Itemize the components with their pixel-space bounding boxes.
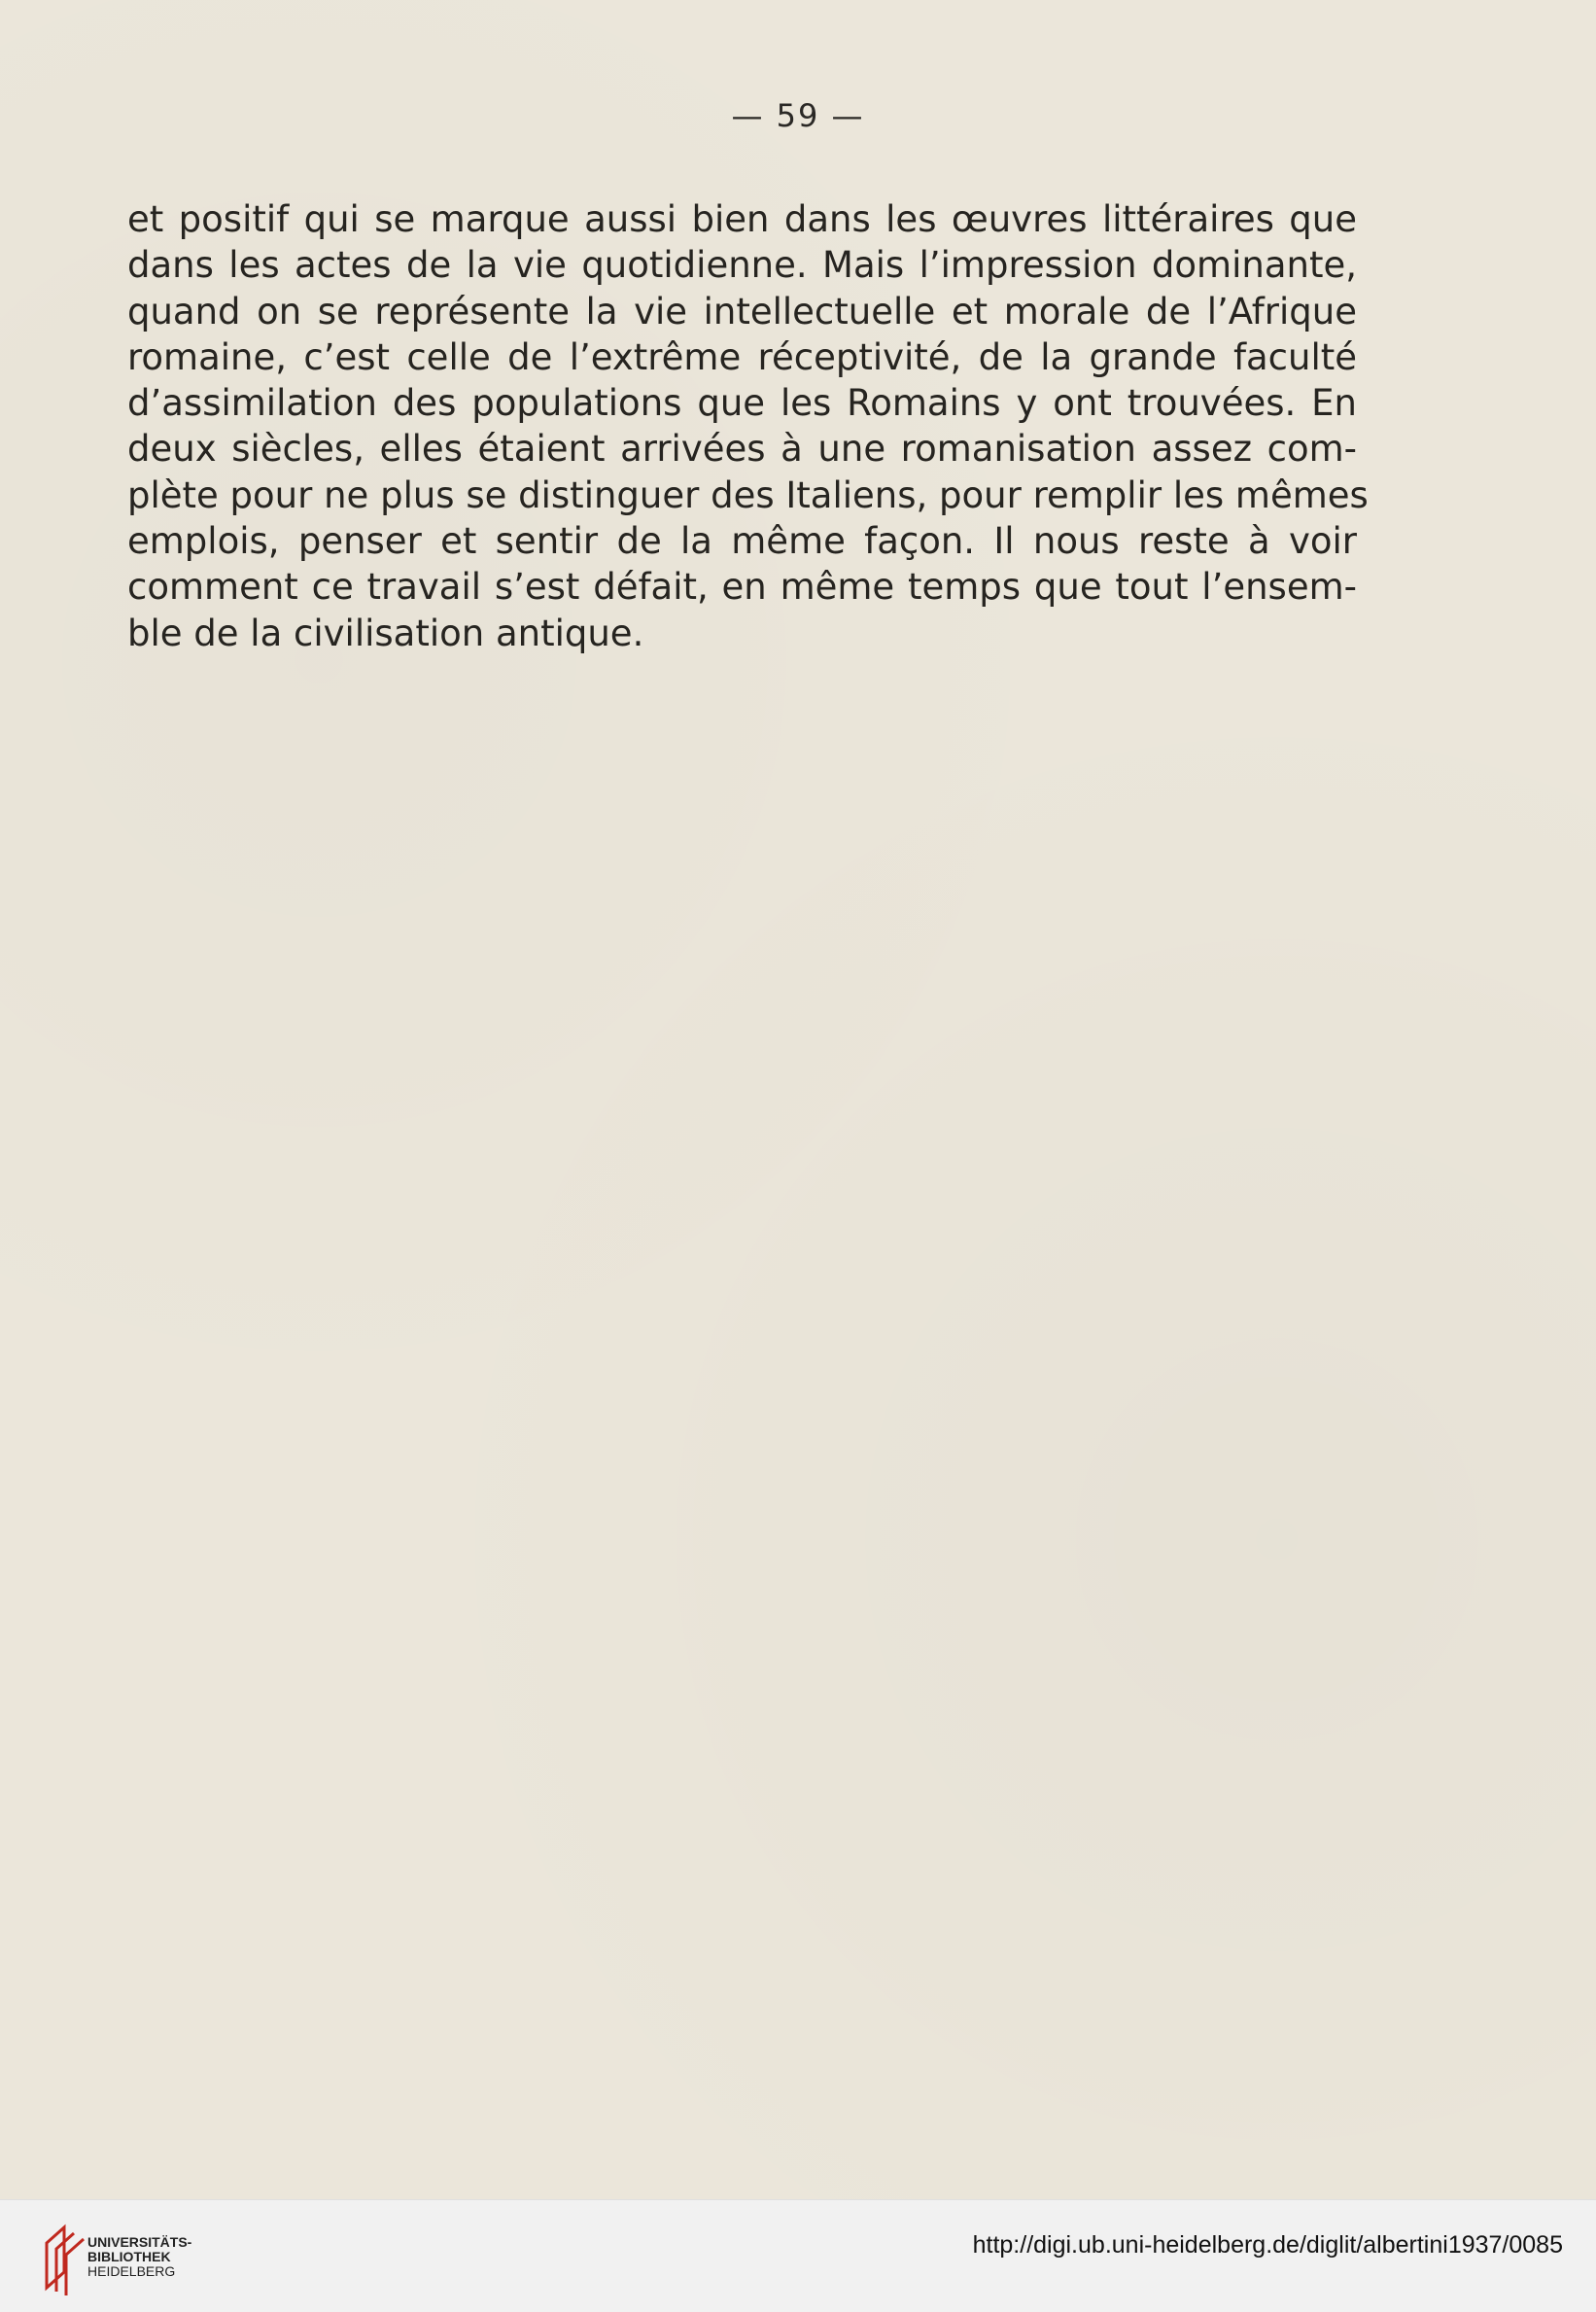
text-line: ble de la civilisation antique. bbox=[127, 612, 644, 654]
text-line: plète pour ne plus se distinguer des Italiens, pour remplir les mêmes bbox=[127, 473, 1369, 516]
permalink-url[interactable]: http://digi.ub.uni-heidelberg.de/diglit/albertini1937/0085 bbox=[972, 2231, 1563, 2259]
text-line: dans les actes de la vie quotidienne. Mais l’impression dominante, bbox=[127, 244, 1357, 287]
library-name-line3: HEIDELBERG bbox=[87, 2263, 176, 2279]
library-name bbox=[87, 2235, 191, 2279]
text-line: d’assimilation des populations que les Romains y ont trouvées. En bbox=[127, 382, 1357, 425]
text-line: comment ce travail s’est défait, en même temps que tout l’ensem- bbox=[127, 566, 1357, 609]
text-line: emplois, penser et sentir de la même façon. Il nous reste à voir bbox=[127, 520, 1357, 563]
body-paragraph bbox=[127, 196, 1369, 656]
library-name-line2: BIBLIOTHEK bbox=[87, 2249, 171, 2264]
footer-bar bbox=[0, 2199, 1596, 2312]
text-line: et positif qui se marque aussi bien dans les œuvres littéraires que bbox=[127, 198, 1357, 240]
page-number: — 59 — bbox=[731, 97, 865, 134]
library-name-line1: UNIVERSITÄTS- bbox=[87, 2234, 192, 2250]
text-line: romaine, c’est celle de l’extrême réceptivité, de la grande faculté bbox=[127, 335, 1357, 378]
text-line: quand on se représente la vie intellectuelle et morale de l’Afrique bbox=[127, 290, 1357, 333]
text-line: deux siècles, elles étaient arrivées à une romanisation assez com- bbox=[127, 428, 1357, 471]
